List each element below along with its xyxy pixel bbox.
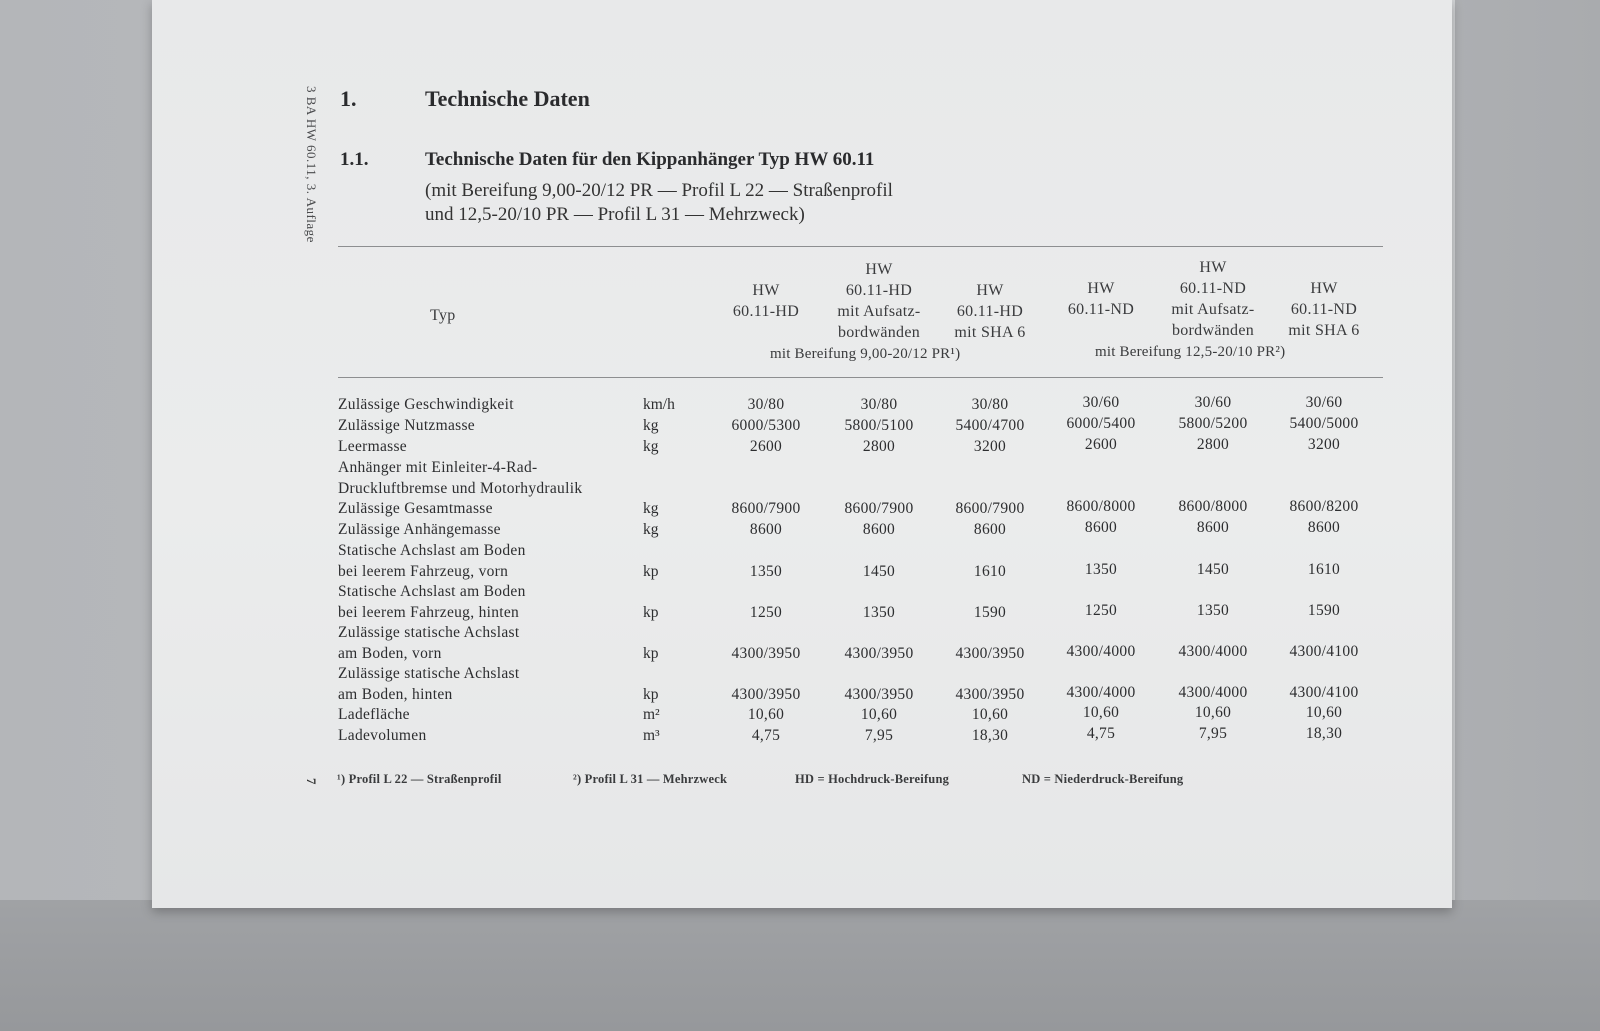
table-cell: 1450 <box>862 563 896 580</box>
table-cell: 4300/4000 <box>1178 643 1248 660</box>
footnote-hd: HD = Hochdruck-Bereifung <box>795 772 950 786</box>
column-header-line: HW <box>976 282 1004 299</box>
column-header-line: mit Aufsatz- <box>1171 301 1255 318</box>
table-cell: 3200 <box>973 438 1007 455</box>
table-cell: 4,75 <box>751 727 781 744</box>
table-cell: 10,60 <box>1082 704 1120 721</box>
row-label: Zulässige statische Achslast <box>338 624 520 641</box>
table-cell: 18,30 <box>971 727 1009 744</box>
subsection-note-line2: und 12,5-20/10 PR — Profil L 31 — Mehrzweck) <box>425 204 805 225</box>
column-header-line: 60.11-HD <box>732 303 800 320</box>
table-cell: 8600/8000 <box>1066 498 1136 515</box>
subsection-number: 1.1. <box>340 149 369 170</box>
table-cell: 8600 <box>1196 519 1230 536</box>
table-cell: 6000/5300 <box>731 417 801 434</box>
table-cell: 8600/7900 <box>955 500 1025 517</box>
table-cell: 8600/8000 <box>1178 498 1248 515</box>
table-cell: 4300/4100 <box>1289 684 1359 701</box>
row-label-continued: bei leerem Fahrzeug, vorn <box>338 563 509 580</box>
table-cell: 3200 <box>1307 436 1341 453</box>
row-label: Zulässige Geschwindigkeit <box>338 396 514 413</box>
row-label: Anhänger mit Einleiter-4-Rad- <box>338 459 538 476</box>
column-header-line: mit Aufsatz- <box>837 303 921 320</box>
row-label: Zulässige statische Achslast <box>338 665 520 682</box>
row-unit: kg <box>643 500 659 517</box>
table-cell: 1350 <box>1196 602 1230 619</box>
table-cell: 4300/4100 <box>1289 643 1359 660</box>
row-label-continued: bei leerem Fahrzeug, hinten <box>338 604 520 621</box>
table-cell: 1250 <box>1084 602 1118 619</box>
table-cell: 5800/5100 <box>844 417 914 434</box>
column-header-line: 60.11-ND <box>1179 280 1247 297</box>
table-cell: 2800 <box>862 438 896 455</box>
row-unit: kp <box>643 645 659 662</box>
column-header-line: bordwänden <box>1171 322 1255 339</box>
side-edition-text: 3 BA HW 60.11, 3. Auflage <box>304 86 319 243</box>
row-unit: kg <box>643 438 659 455</box>
row-unit: kp <box>643 563 659 580</box>
row-label: Ladevolumen <box>338 727 427 744</box>
row-label-continued: am Boden, hinten <box>338 686 453 703</box>
table-cell: 10,60 <box>971 706 1009 723</box>
table-cell: 4300/3950 <box>844 645 914 662</box>
column-header-line: HW <box>865 261 893 278</box>
table-cell: 1350 <box>862 604 896 621</box>
header-bottom-rule <box>338 377 1383 378</box>
row-unit: m³ <box>643 727 660 744</box>
typ-label: Typ <box>430 307 456 324</box>
table-cell: 4300/3950 <box>844 686 914 703</box>
column-header-line: 60.11-HD <box>956 303 1024 320</box>
table-cell: 1610 <box>973 563 1007 580</box>
column-header-line: mit SHA 6 <box>1288 322 1360 339</box>
table-cell: 8600 <box>749 521 783 538</box>
section-number: 1. <box>340 86 357 111</box>
table-cell: 10,60 <box>1194 704 1232 721</box>
column-header-line: 60.11-ND <box>1290 301 1358 318</box>
row-unit: kp <box>643 686 659 703</box>
row-unit: km/h <box>643 396 675 413</box>
section-title: Technische Daten <box>425 86 590 111</box>
column-header-line: HW <box>1310 280 1338 297</box>
table-cell: 8600 <box>1307 519 1341 536</box>
table-cell: 4300/4000 <box>1066 684 1136 701</box>
row-label: Zulässige Nutzmasse <box>338 417 475 434</box>
table-cell: 4300/3950 <box>731 645 801 662</box>
table-cell: 4300/3950 <box>955 645 1025 662</box>
table-cell: 30/80 <box>747 396 785 413</box>
table-cell: 8600/8200 <box>1289 498 1359 515</box>
subsection-note-line1: (mit Bereifung 9,00-20/12 PR — Profil L 22 — Straßenprofil <box>425 180 893 201</box>
table-cell: 1590 <box>1307 602 1341 619</box>
table-cell: 1250 <box>749 604 783 621</box>
table-cell: 4300/4000 <box>1178 684 1248 701</box>
row-label: Statische Achslast am Boden <box>338 583 526 600</box>
table-cell: 10,60 <box>860 706 898 723</box>
row-unit: kg <box>643 417 659 434</box>
table-cell: 7,95 <box>1198 725 1228 742</box>
table-cell: 7,95 <box>864 727 894 744</box>
table-cell: 5400/5000 <box>1289 415 1359 432</box>
background-bottom <box>0 900 1600 1031</box>
table-cell: 8600/7900 <box>731 500 801 517</box>
table-cell: 2800 <box>1196 436 1230 453</box>
column-header-line: HW <box>752 282 780 299</box>
table-cell: 1610 <box>1307 561 1341 578</box>
column-header-line: HW <box>1087 280 1115 297</box>
table-cell: 2600 <box>1084 436 1118 453</box>
table-cell: 4300/3950 <box>731 686 801 703</box>
table-cell: 10,60 <box>747 706 785 723</box>
table-cell: 4300/3950 <box>955 686 1025 703</box>
table-cell: 6000/5400 <box>1066 415 1136 432</box>
table-cell: 1590 <box>973 604 1007 621</box>
footnote-nd: ND = Niederdruck-Bereifung <box>1022 772 1184 786</box>
column-header-line: mit SHA 6 <box>954 324 1026 341</box>
table-cell: 1350 <box>749 563 783 580</box>
table-cell: 30/60 <box>1194 394 1232 411</box>
table-cell: 1350 <box>1084 561 1118 578</box>
row-unit: kg <box>643 521 659 538</box>
table-cell: 4300/4000 <box>1066 643 1136 660</box>
column-header-line: 60.11-ND <box>1067 301 1135 318</box>
column-header-line: bordwänden <box>837 324 921 341</box>
table-cell: 30/60 <box>1082 394 1120 411</box>
group-label-hd: mit Bereifung 9,00-20/12 PR¹) <box>770 346 961 362</box>
table-cell: 1450 <box>1196 561 1230 578</box>
table-cell: 5400/4700 <box>955 417 1025 434</box>
table-cell: 30/80 <box>860 396 898 413</box>
table-cell: 10,60 <box>1305 704 1343 721</box>
table-cell: 2600 <box>749 438 783 455</box>
row-unit: m² <box>643 706 660 723</box>
row-unit: kp <box>643 604 659 621</box>
row-label: Statische Achslast am Boden <box>338 542 526 559</box>
table-cell: 18,30 <box>1305 725 1343 742</box>
subsection-title: Technische Daten für den Kippanhänger Typ HW 60.11 <box>425 149 875 170</box>
table-cell: 5800/5200 <box>1178 415 1248 432</box>
table-cell: 30/80 <box>971 396 1009 413</box>
row-label: Zulässige Gesamtmasse <box>338 500 493 517</box>
table-cell: 8600 <box>973 521 1007 538</box>
row-label-continued: am Boden, vorn <box>338 645 442 662</box>
table-cell: 8600 <box>1084 519 1118 536</box>
row-label: Ladefläche <box>338 706 410 723</box>
row-label-continued: Druckluftbremse und Motorhydraulik <box>338 480 583 497</box>
table-cell: 8600/7900 <box>844 500 914 517</box>
page-number: 7 <box>304 778 319 785</box>
row-label: Leermasse <box>338 438 407 455</box>
table-cell: 30/60 <box>1305 394 1343 411</box>
table-cell: 8600 <box>862 521 896 538</box>
row-label: Zulässige Anhängemasse <box>338 521 501 538</box>
header-top-rule <box>338 246 1383 247</box>
group-label-nd: mit Bereifung 12,5-20/10 PR²) <box>1095 344 1286 360</box>
table-cell: 4,75 <box>1086 725 1116 742</box>
footnote-1: ¹) Profil L 22 — Straßenprofil <box>337 772 502 786</box>
column-header-line: HW <box>1199 259 1227 276</box>
column-header-line: 60.11-HD <box>845 282 913 299</box>
footnote-2: ²) Profil L 31 — Mehrzweck <box>573 772 728 786</box>
